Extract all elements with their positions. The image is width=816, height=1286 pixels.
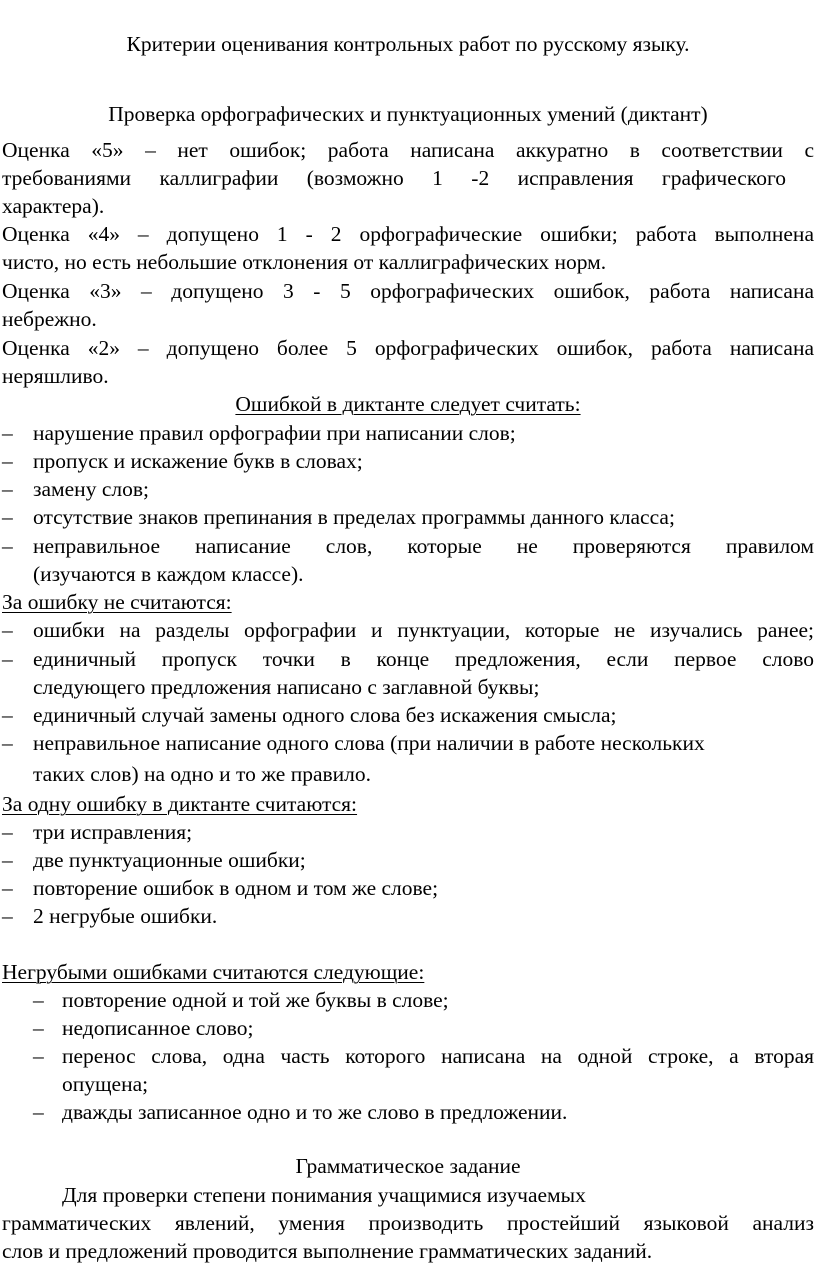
bullet-dash: – (2, 848, 13, 872)
one-error-item-1: три исправления; (33, 820, 193, 844)
not-errors-item-4-line-2: таких слов) на одно и то же правило. (33, 762, 372, 786)
bullet-dash: – (2, 421, 13, 445)
bullet-dash: – (2, 449, 13, 473)
bullet-dash: – (33, 1016, 44, 1040)
errors-heading: Ошибкой в диктанте следует считать: (235, 392, 581, 416)
bullet-dash: – (2, 647, 13, 671)
grammar-para-line-1: Для проверки степени понимания учащимися изучаемых (62, 1183, 586, 1207)
errors-item-4: отсутствие знаков препинания в пределах программы данного класса; (33, 505, 675, 529)
minor-item-2: недописанное слово; (62, 1016, 254, 1040)
errors-item-1: нарушение правил орфографии при написании слов; (33, 421, 516, 445)
minor-item-3-line-1: перенос слова, одна часть которого написана на одной строке, а вторая (62, 1044, 814, 1068)
bullet-dash: – (2, 477, 13, 501)
not-errors-item-2-line-1: единичный пропуск точки в конце предложения, если первое слово (33, 647, 814, 671)
grade-3-line-1: Оценка «3» – допущено 3 - 5 орфографических ошибок, работа написана (2, 279, 814, 303)
grade-5-line-2: требованиями каллиграфии (возможно 1 -2 исправления графического (2, 166, 786, 190)
bullet-dash: – (2, 731, 13, 755)
not-errors-item-2-line-2: следующего предложения написано с заглавной буквы; (33, 675, 540, 699)
bullet-dash: – (2, 904, 13, 928)
minor-errors-heading: Негрубыми ошибками считаются следующие: (2, 960, 425, 984)
grade-5-line-1: Оценка «5» – нет ошибок; работа написана аккуратно в соответствии с (2, 138, 814, 162)
bullet-dash: – (2, 876, 13, 900)
one-error-item-4: 2 негрубые ошибки. (33, 904, 218, 928)
one-error-item-2: две пунктуационные ошибки; (33, 848, 306, 872)
not-errors-item-4-line-1: неправильное написание одного слова (при наличии в работе нескольких (33, 731, 705, 755)
dictation-heading: Проверка орфографических и пунктуационных умений (диктант) (108, 102, 708, 126)
not-errors-item-1: ошибки на разделы орфографии и пунктуации, которые не изучались ранее; (33, 618, 814, 642)
one-error-heading: За одну ошибку в диктанте считаются: (2, 792, 358, 816)
grade-3-line-2: небрежно. (2, 307, 97, 331)
bullet-dash: – (2, 505, 13, 529)
grade-2-line-2: неряшливо. (2, 364, 109, 388)
bullet-dash: – (33, 1100, 44, 1124)
grade-4-line-2: чисто, но есть небольшие отклонения от каллиграфических норм. (2, 250, 607, 274)
grammar-para-line-3: слов и предложений проводится выполнение грамматических заданий. (2, 1239, 653, 1263)
bullet-dash: – (2, 820, 13, 844)
grade-5-line-3: характера). (2, 194, 105, 218)
grade-2-line-1: Оценка «2» – допущено более 5 орфографических ошибок, работа написана (2, 336, 814, 360)
bullet-dash: – (33, 988, 44, 1012)
bullet-dash: – (2, 703, 13, 727)
errors-item-5-line-1: неправильное написание слов, которые не проверяются правилом (33, 534, 814, 558)
minor-item-1: повторение одной и той же буквы в слове; (62, 988, 449, 1012)
errors-item-3: замену слов; (33, 477, 149, 501)
errors-item-5-line-2: (изучаются в каждом классе). (33, 562, 304, 586)
minor-item-3-line-2: опущена; (62, 1072, 149, 1096)
one-error-item-3: повторение ошибок в одном и том же слове; (33, 876, 439, 900)
minor-item-4: дважды записанное одно и то же слово в предложении. (62, 1100, 568, 1124)
not-errors-heading: За ошибку не считаются: (2, 590, 232, 614)
grammar-heading: Грамматическое задание (295, 1154, 521, 1178)
document-title: Критерии оценивания контрольных работ по русскому языку. (126, 32, 690, 56)
grade-4-line-1: Оценка «4» – допущено 1 - 2 орфографические ошибки; работа выполнена (2, 222, 814, 246)
errors-item-2: пропуск и искажение букв в словах; (33, 449, 363, 473)
not-errors-item-3: единичный случай замены одного слова без искажения смысла; (33, 703, 617, 727)
grammar-para-line-2: грамматических явлений, умения производить простейший языковой анализ (2, 1211, 814, 1235)
bullet-dash: – (2, 534, 13, 558)
bullet-dash: – (33, 1044, 44, 1068)
bullet-dash: – (2, 618, 13, 642)
